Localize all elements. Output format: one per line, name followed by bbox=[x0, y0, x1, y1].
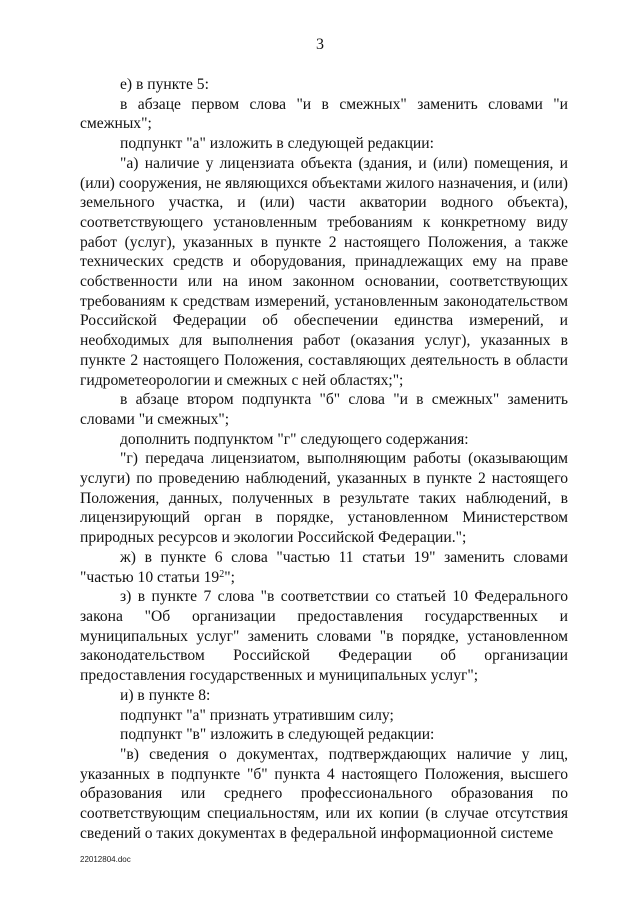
paragraph-p5-subpoint-a-text: "а) наличие у лицензиата объекта (здания, и (или) помещения, и (или) сооружения, не являющихся объектами жилого назначения, и (или) земельного участка, и (или) части акватории водного объекта), соответствующего установленным требованиям к конкретному виду работ (услуг), указанных в пункте 2 настоящего Положения, а также технических средств и оборудования, принадлежащих ему на праве собственности или на ином законном основании, соответствующих требованиям к средствам измерений, установленным законодательством Российской Федерации об обеспечении единства измерений, и необходимых для выполнения работ (оказания услуг), указанных в пункте 2 настоящего Положения, составляющих деятельность в области гидрометеорологии и смежных с ней областях;"; bbox=[80, 154, 568, 389]
paragraph-item-zh-text: ж) в пункте 6 слова "частью 11 статьи 19" заменить словами "частью 10 статьи 19 bbox=[80, 548, 568, 586]
paragraph-item-zh-end: "; bbox=[224, 568, 235, 586]
paragraph-p5-subpoint-g-intro: дополнить подпунктом "г" следующего содержания: bbox=[120, 430, 469, 448]
paragraph-item-zh bbox=[80, 548, 568, 587]
paragraph-item-i: и) в пункте 8: bbox=[120, 686, 211, 704]
paragraph-p5-abzac1: в абзаце первом слова "и в смежных" заменить словами "и смежных"; bbox=[80, 95, 568, 133]
paragraph-item-z: з) в пункте 7 слова "в соответствии со статьей 10 Федерального закона "Об организации предоставления государственных и муниципальных услуг" заменить словами "в порядке, установленном законодательством Российской Федерации об организации предоставления государственных и муниципальных услуг"; bbox=[80, 588, 568, 685]
paragraph-p5-subpoint-b: в абзаце втором подпункта "б" слова "и в смежных" заменить словами "и смежных"; bbox=[80, 391, 568, 428]
page-number: 3 bbox=[316, 36, 324, 53]
document-body bbox=[80, 75, 568, 843]
paragraph-p5-subpoint-a-intro: подпункт "а" изложить в следующей редакции: bbox=[120, 135, 434, 153]
paragraph-p8-subpoint-v-intro: подпункт "в" изложить в следующей редакции: bbox=[120, 726, 435, 744]
paragraph-p8-subpoint-v-text: "в) сведения о документах, подтверждающих наличие у лиц, указанных в подпункте "б" пункта 4 настоящего Положения, высшего образования или среднего профессионального образования по соответствующим специальностям, или их копии (в случае отсутствия сведений о таких документах в федеральной информационной системе bbox=[80, 745, 568, 842]
superscript-2: 2 bbox=[219, 568, 225, 580]
paragraph-item-e: е) в пункте 5: bbox=[120, 76, 209, 93]
footer-filename: 22012804.doc bbox=[80, 855, 131, 864]
paragraph-p5-subpoint-g-text: "г) передача лицензиатом, выполняющим работы (оказывающим услуги) по проведению наблюдений, указанных в пункте 2 настоящего Положения, данных, полученных в результате таких наблюдений, в лицензирующий орган в порядке, установленном Министерством природных ресурсов и экологии Российской Федерации."; bbox=[80, 450, 568, 547]
paragraph-p8-subpoint-a: подпункт "а" признать утратившим силу; bbox=[120, 706, 394, 724]
